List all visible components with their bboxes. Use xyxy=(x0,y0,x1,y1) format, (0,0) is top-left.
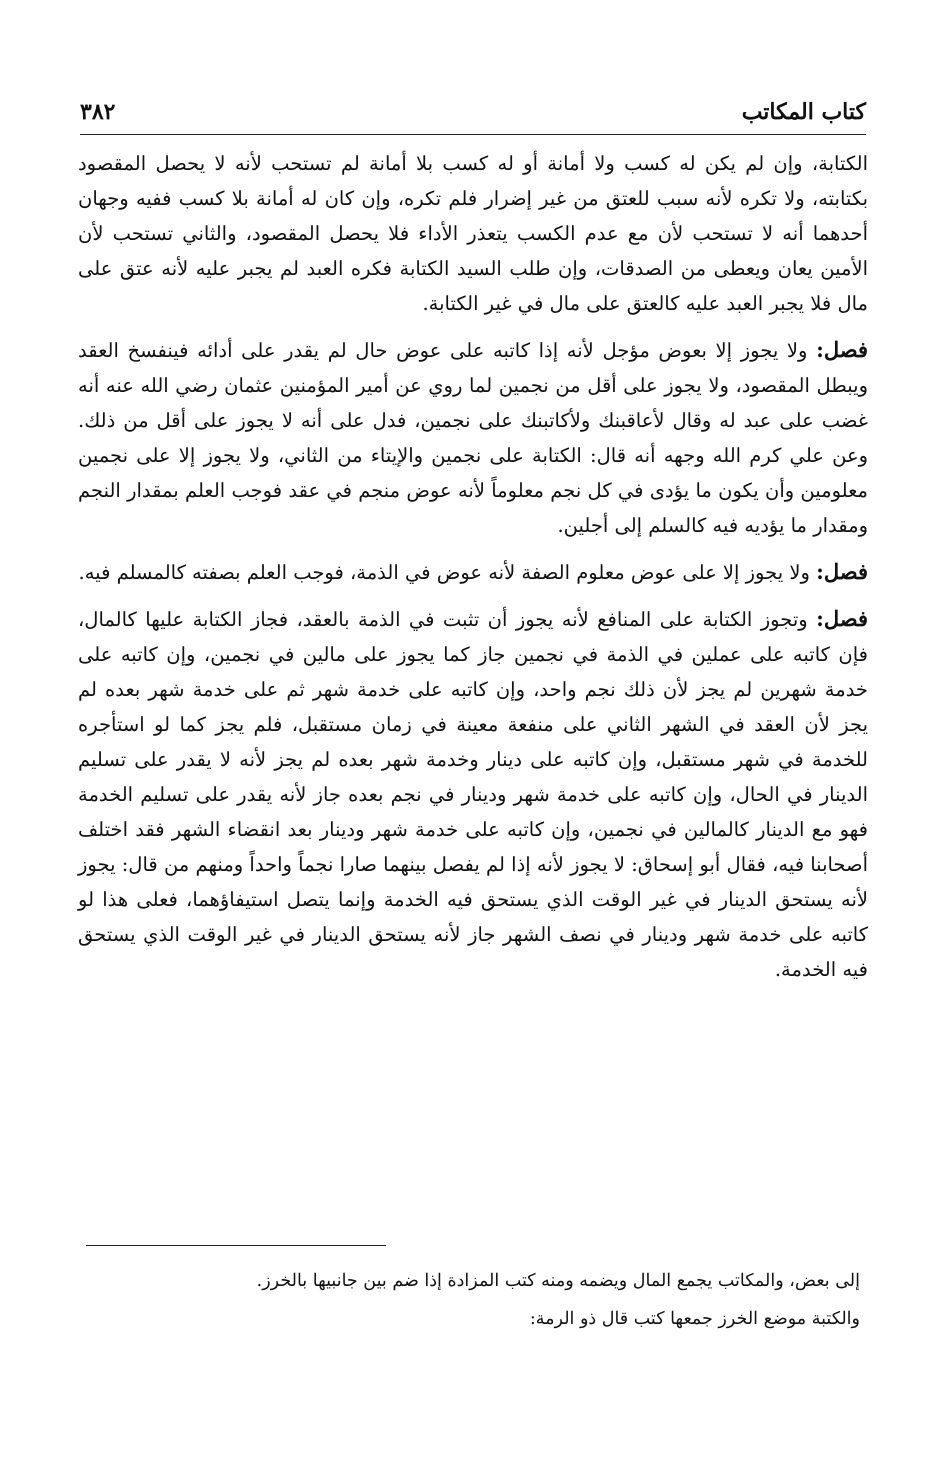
paragraph-text: وتجوز الكتابة على المنافع لأنه يجوز أن تثبت في الذمة بالعقد، فجاز الكتابة عليها كالمال، فإن كاتبه على عملين في الذمة في نجمين جاز كما يجوز على مالين في نجمين، وإن كاتبه على خدمة شهرين لم يجز لأن ذلك نجم واحد، وإن كاتبه على خدمة شهر ثم على خدمة شهر بعده لم يجز لأن العقد في الشهر الثاني على منفعة معينة في زمان مستقبل، فلم يجز كما لو استأجره للخدمة في شهر مستقبل، وإن كاتبه على دينار وخدمة شهر بعده لم يجز لأنه لا يقدر على تسليم الدينار في الحال، وإن كاتبه على خدمة شهر ودينار في نجم بعده جاز لأنه يقدر على تسليم الخدمة فهو مع الدينار كالمالين في نجمين، وإن كاتبه على خدمة شهر ودينار بعد انقضاء الشهر فقد اختلف أصحابنا فيه، فقال أبو إسحاق: لا يجوز لأنه إذا لم يفصل بينهما صارا نجماً واحداً ومنهم من قال: يجوز لأنه يستحق الدينار في غير الوقت الذي يستحق فيه الخدمة وإنما يتصل استيفاؤهما، فعلى هذا لو كاتبه على خدمة شهر ودينار في نصف الشهر جاز لأنه يستحق الدينار في غير الوقت الذي يستحق فيه الخدمة. xyxy=(78,608,868,981)
main-text xyxy=(78,146,868,998)
paragraph xyxy=(78,601,868,987)
page-header xyxy=(80,92,866,132)
section-label: فصل: xyxy=(816,559,868,584)
paragraph xyxy=(78,554,868,590)
page-number: ٣٨٢ xyxy=(80,99,116,125)
paragraph xyxy=(78,332,868,543)
paragraph-text: الكتابة، وإن لم يكن له كسب ولا أمانة أو له كسب بلا أمانة لم تستحب لأنه لا يحصل المقصود بكتابته، ولا تكره لأنه سبب للعتق من غير إضرار فلم تكره، وإن كان له أمانة بلا كسب ففيه وجهان أحدهما أنه لا تستحب لأن مع عدم الكسب يتعذر الأداء فلا يحصل المقصود، والثاني تستحب لأن الأمين يعان ويعطى من الصدقات، وإن طلب السيد الكتابة فكره العبد لم يجبر عليه لأنه عتق على مال فلا يجبر العبد عليه كالعتق على مال في غير الكتابة. xyxy=(78,152,868,315)
section-label: فصل: xyxy=(816,606,868,631)
footnote-line: إلى بعض، والمكاتب يجمع المال ويضمه ومنه كتب المزادة إذا ضم بين جانبيها بالخرز. xyxy=(256,1271,860,1291)
paragraph xyxy=(78,146,868,321)
footnotes xyxy=(80,1262,860,1338)
paragraph-text: ولا يجوز إلا بعوض مؤجل لأنه إذا كاتبه على عوض حال لم يقدر على أدائه فينفسخ العقد ويبطل المقصود، ولا يجوز على أقل من نجمين لما روي عن أمير المؤمنين عثمان رضي الله عنه أنه غضب على عبد له وقال لأعاقبنك ولأكاتبنك على نجمين، فدل على أنه لا يجوز على أقل من ذلك. وعن علي كرم الله وجهه أنه قال: الكتابة على نجمين والإيتاء من الثاني، ولا يجوز إلا على نجمين معلومين وأن يكون ما يؤدى في كل نجم معلوماً لأنه عوض منجم في عقد فوجب العلم بمقدار النجم ومقدار ما يؤديه فيه كالسلم إلى أجلين. xyxy=(78,339,868,537)
header-divider xyxy=(80,134,866,135)
footnote-divider xyxy=(86,1245,386,1246)
paragraph-text: ولا يجوز إلا على عوض معلوم الصفة لأنه عوض في الذمة، فوجب العلم بصفته كالمسلم فيه. xyxy=(78,561,810,584)
chapter-title: كتاب المكاتب xyxy=(741,99,866,125)
section-label: فصل: xyxy=(816,337,868,362)
footnote-line: والكتبة موضع الخرز جمعها كتب قال ذو الرمة: xyxy=(529,1309,860,1329)
